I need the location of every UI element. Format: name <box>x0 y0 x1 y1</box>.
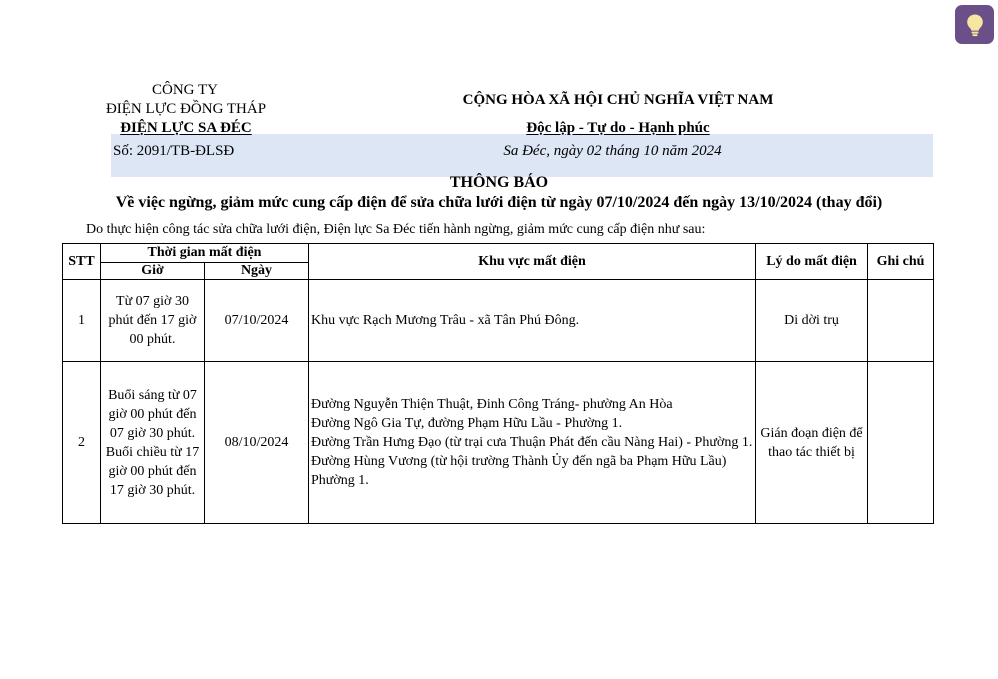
nation-title: CỘNG HÒA XÃ HỘI CHỦ NGHĨA VIỆT NAM <box>462 92 774 108</box>
area-line: Đường Trần Hưng Đạo (từ trại cưa Thuận Phát đến cầu Nàng Hai) - Phường 1. <box>311 435 753 450</box>
header-hour: Giờ <box>101 263 205 280</box>
row-date: 08/10/2024 <box>205 362 309 524</box>
table-row <box>63 362 934 524</box>
row-stt: 2 <box>63 362 101 524</box>
row-note <box>868 280 934 362</box>
row-area <box>309 280 756 362</box>
document-number: Số: 2091/TB-ĐLSĐ <box>113 143 235 159</box>
header-outage-time: Thời gian mất điện <box>101 244 309 263</box>
header-area: Khu vực mất điện <box>309 244 756 280</box>
branch-name <box>80 119 292 137</box>
area-line: Đường Nguyễn Thiện Thuật, Đinh Công Tráng- phường An Hòa <box>311 397 673 412</box>
table-row <box>63 280 934 362</box>
row-stt: 1 <box>63 280 101 362</box>
area-line: Khu vực Rạch Mương Trâu - xã Tân Phú Đông. <box>311 313 580 328</box>
row-time: Từ 07 giờ 30 phút đến 17 giờ 00 phút. <box>101 280 205 362</box>
area-line: Đường Ngô Gia Tự, đường Phạm Hữu Lầu - Phường 1. <box>311 416 623 431</box>
header-day: Ngày <box>205 263 309 280</box>
notice-intro: Do thực hiện công tác sửa chữa lưới điện, Điện lực Sa Đéc tiến hành ngừng, giảm mức cung cấp điện như sau: <box>86 222 706 237</box>
row-reason: Di dời trụ <box>756 280 868 362</box>
motto-text: Độc lập - Tự do - Hạnh phúc <box>526 120 710 136</box>
row-area <box>309 362 756 524</box>
motto <box>470 119 766 137</box>
company-parent: CÔNG TY <box>152 82 218 98</box>
notice-subject: Về việc ngừng, giảm mức cung cấp điện để sửa chữa lưới điện từ ngày 07/10/2024 đến ngày 13/10/2024 (thay đổi) <box>115 194 883 211</box>
row-note <box>868 362 934 524</box>
notice-title: THÔNG BÁO <box>449 174 549 191</box>
place-date: Sa Đéc, ngày 02 tháng 10 năm 2024 <box>503 143 722 159</box>
header-reason: Lý do mất điện <box>756 244 868 280</box>
header-note: Ghi chú <box>868 244 934 280</box>
row-date: 07/10/2024 <box>205 280 309 362</box>
area-line: Đường Hùng Vương (từ hội trường Thành Ủy đến ngã ba Phạm Hữu Lầu) Phường 1. <box>311 454 727 488</box>
lightbulb-icon <box>964 13 986 37</box>
row-reason: Gián đoạn điện để thao tác thiết bị <box>756 362 868 524</box>
outage-table <box>62 243 934 524</box>
branch-name-text: ĐIỆN LỰC SA ĐÉC <box>120 120 252 136</box>
row-time: Buổi sáng từ 07 giờ 00 phút đến 07 giờ 30 phút. Buổi chiều từ 17 giờ 00 phút đến 17 giờ 30 phút. <box>101 362 205 524</box>
hint-button[interactable] <box>955 5 994 44</box>
header-stt: STT <box>63 244 101 280</box>
company-name: ĐIỆN LỰC ĐỒNG THÁP <box>105 101 267 117</box>
